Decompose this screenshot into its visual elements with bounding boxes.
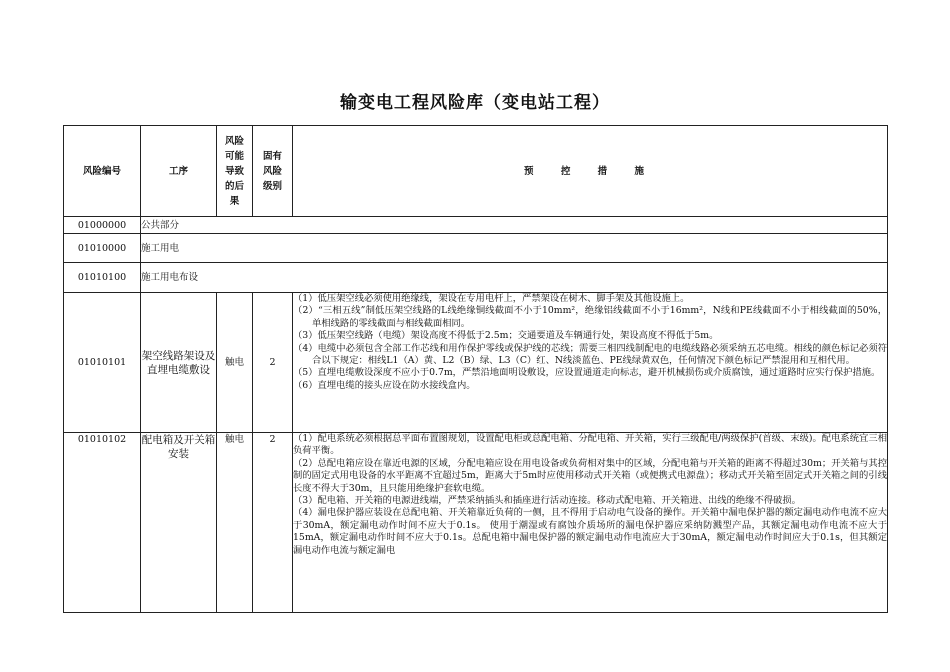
item-consequence: 触电 (217, 433, 253, 613)
page-title: 输变电工程风险库（变电站工程） (340, 93, 610, 113)
row-name: 施工用电布设 (141, 263, 888, 293)
header-risk-level: 固有 风险 级别 (253, 126, 293, 217)
header-risk-code: 风险编号 (64, 126, 141, 217)
measure-line: （4）漏电保护器应装设在总配电箱、开关箱靠近负荷的一侧，且不得用于启动电气设备的操作。开关箱中漏电保护器的额定漏电动作电流不应大于30mA，额定漏电动作时间不应大于0.1s。 使用于潮湿或有腐蚀介质场所的漏电保护器应采纳防溅型产品，其额定漏电动作电流不应大于15mA，额定漏电动作时间不应大于0.1s。总配电箱中漏电保护器的额定漏电动作电流应大于30mA，额定漏电动作时间应大于0.1s，但其额定漏电动作电流与额定漏电 (293, 507, 887, 556)
measure-line: （5）直埋电缆敷设深度不应小于0.7m，严禁沿地面明设敷设，应设置通道走向标志，避开机械损伤或介质腐蚀，通过道路时应实行保护措施。 (293, 367, 881, 379)
item-process: 配电箱及开关箱安装 (141, 433, 217, 613)
header-process: 工序 (141, 126, 217, 217)
table-header-row (64, 126, 888, 217)
row-name: 施工用电 (141, 234, 888, 263)
item-measures (293, 433, 888, 613)
table-row (64, 263, 888, 293)
item-risk-level: 2 (253, 293, 293, 433)
item-risk-level: 2 (253, 433, 293, 613)
measure-line: （1）配电系统必须根据总平面布置图规划，设置配电柜或总配电箱、分配电箱、开关箱，实行三级配电/两级保护(首级、末级)。配电系统宜三相负荷平衡。 (293, 433, 887, 457)
header-consequence: 风险 可能 导致 的后 果 (217, 126, 253, 217)
risk-table (63, 125, 888, 613)
row-name: 公共部分 (141, 217, 888, 234)
item-measures (293, 293, 888, 433)
item-process: 架空线路架设及直埋电缆敷设 (141, 293, 217, 433)
item-code: 01010101 (64, 293, 141, 433)
measure-line: （6）直埋电缆的接头应设在防水接线盒内。 (293, 379, 476, 391)
measure-line: （1）低压架空线必须使用绝缘线，架设在专用电杆上，严禁架设在树木、脚手架及其他设施上。 (293, 293, 690, 304)
measure-line: （2）总配电箱应设在靠近电源的区域，分配电箱应设在用电设备或负荷相对集中的区域，分配电箱与开关箱的距离不得超过30m；开关箱与其控制的固定式用电设备的水平距离不宜超过5m，距离大于5m时应使用移动式开关箱（或便携式电源盘）；移动式开关箱至固定式开关箱之间的引线长度不得大于30m，且只能用绝缘护套软电缆。 (293, 457, 887, 494)
measure-line: （4）电缆中必须包含全部工作芯线和用作保护零线或保护线的芯线；需要三相四线制配电的电缆线路必须采纳五芯电缆。相线的颜色标记必须符合以下规定：相线L1（A）黄、L2（B）绿、L3（C）红、N线淡蓝色、PE线绿黄双色，任何情况下颜色标记严禁混用和互相代用。 (293, 342, 887, 367)
row-code: 01010000 (64, 234, 141, 263)
row-code: 01000000 (64, 217, 141, 234)
measure-line: （3）低压架空线路（电缆）架设高度不得低于2.5m；交通要道及车辆通行处，架设高度不得低于5m。 (293, 330, 719, 342)
item-consequence: 触电 (217, 293, 253, 433)
item-code: 01010102 (64, 433, 141, 613)
measure-line: （2）“三相五线”制低压架空线路的L线绝缘铜线截面不小于10mm²，绝缘铝线截面不小于16mm²，N线和PE线截面不小于相线截面的50%，单相线路的零线截面与相线截面相同。 (293, 305, 887, 329)
risk-item-row (64, 293, 888, 433)
risk-item-row (64, 433, 888, 613)
table-row (64, 234, 888, 263)
row-code: 01010100 (64, 263, 141, 293)
measure-line: （3）配电箱、开关箱的电源进线端，严禁采纳插头和插座进行活动连接。移动式配电箱、开关箱进、出线的绝缘不得破损。 (293, 495, 801, 507)
header-measures: 预 控 措 施 (293, 126, 888, 217)
table-row (64, 217, 888, 234)
